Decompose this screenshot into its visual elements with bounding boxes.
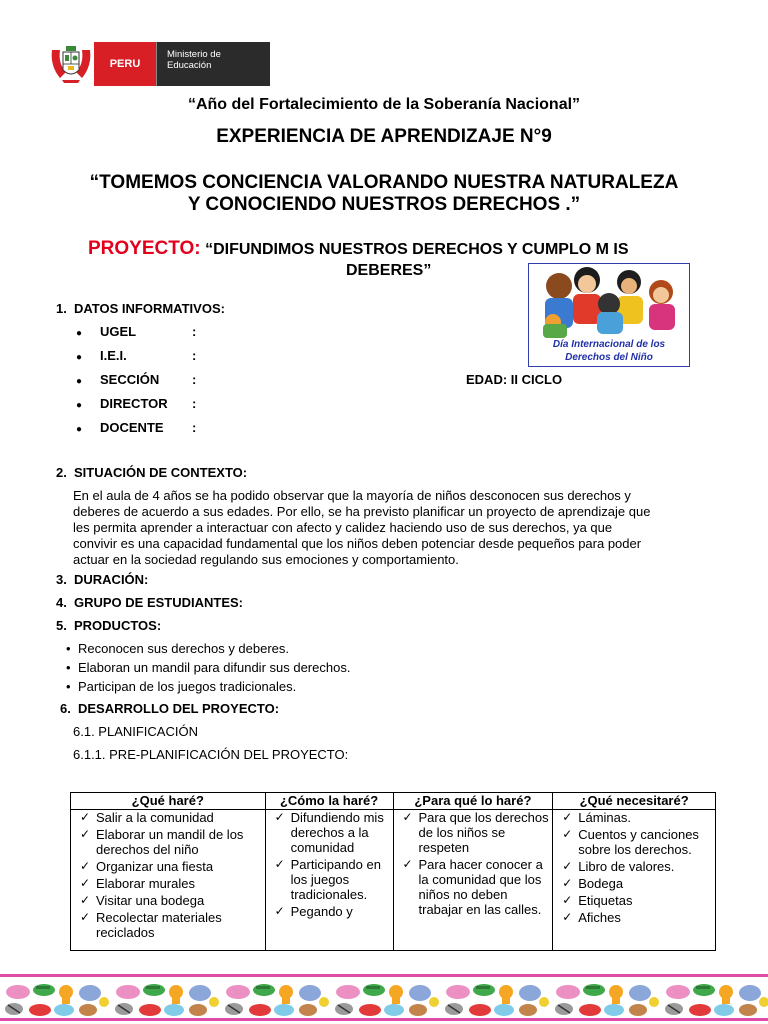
checkmark-icon: ✓ — [274, 810, 285, 824]
product-item — [66, 660, 350, 675]
table-cell-que-hare — [71, 810, 266, 951]
list-item — [74, 910, 262, 940]
bullet-icon: • — [66, 679, 71, 694]
checkmark-icon: ✓ — [402, 810, 413, 824]
item-text: Para que los derechos de los niños se respeten — [418, 810, 549, 855]
field-ugel — [76, 324, 196, 339]
section-4-title: GRUPO DE ESTUDIANTES: — [74, 595, 244, 610]
section-4-heading — [56, 595, 243, 610]
bullet-icon: ● — [76, 400, 83, 411]
section-2-title: SITUACIÓN DE CONTEXTO: — [74, 465, 248, 480]
experience-title: EXPERIENCIA DE APRENDIZAJE N°9 — [216, 126, 552, 147]
children-group-icon — [529, 264, 689, 366]
section-1-title: DATOS INFORMATIVOS: — [74, 301, 225, 316]
checkmark-icon: ✓ — [562, 859, 573, 873]
peru-coat-of-arms-icon — [48, 42, 94, 86]
list-item — [74, 876, 262, 891]
section-2-number: 2. — [56, 465, 67, 480]
section-5-heading — [56, 618, 161, 633]
section-1-number: 1. — [56, 301, 67, 316]
item-text: Participando en los juegos tradicionales. — [290, 857, 381, 902]
field-label: SECCIÓN — [100, 372, 160, 387]
table-cell-para-que — [393, 810, 553, 951]
table-header-row — [71, 793, 716, 810]
subsection-pre-planificacion: 6.1.1. PRE-PLANIFICACIÓN DEL PROYECTO: — [73, 747, 349, 762]
item-text: Recolectar materiales reciclados — [96, 910, 222, 940]
field-docente — [76, 420, 196, 435]
field-director — [76, 396, 196, 411]
project-title-line-1: “DIFUNDIMOS NUESTROS DERECHOS Y CUMPLO M IS — [205, 241, 629, 258]
table-cell-como-la-hare — [265, 810, 393, 951]
list-item — [556, 827, 712, 857]
bullet-icon: ● — [76, 376, 83, 387]
field-separator: : — [192, 324, 197, 339]
edad-label: EDAD: II CICLO — [466, 372, 563, 387]
table-cell-que-necesitare — [553, 810, 716, 951]
context-line: En el aula de 4 años se ha podido observar que la mayoría de niños desconocen sus derechos y — [73, 488, 631, 503]
product-text: Elaboran un mandil para difundir sus derechos. — [78, 660, 351, 675]
item-text: Salir a la comunidad — [96, 810, 214, 825]
checkmark-icon: ✓ — [562, 910, 573, 924]
checkmark-icon: ✓ — [274, 857, 285, 871]
field-label: I.E.I. — [100, 348, 127, 363]
item-text: Afiches — [578, 910, 621, 925]
ministry-logo — [48, 42, 270, 86]
context-line: convivir es una capacidad fundamental que los niños deben potenciar desde pequeños para poder — [73, 536, 642, 551]
section-5-title: PRODUCTOS: — [74, 618, 162, 633]
table-row — [71, 810, 716, 951]
list-item — [74, 827, 262, 857]
list-item — [269, 857, 390, 902]
bullet-icon: • — [66, 641, 71, 656]
year-title: “Año del Fortalecimiento de la Soberanía Nacional” — [187, 96, 581, 113]
list-item — [556, 859, 712, 874]
section-3-number: 3. — [56, 572, 67, 587]
checkmark-icon: ✓ — [79, 810, 91, 824]
checkmark-icon: ✓ — [562, 893, 573, 907]
item-text: Para hacer conocer a la comunidad que los niños no deben trabajar en las calles. — [418, 857, 543, 917]
section-3-title: DURACIÓN: — [74, 572, 149, 587]
context-paragraph — [73, 488, 713, 568]
list-item — [397, 810, 550, 855]
animal-border-icon — [0, 972, 768, 1024]
ministry-line-1: Ministerio de — [167, 49, 221, 60]
checkmark-icon: ✓ — [562, 810, 573, 824]
planning-table — [70, 792, 716, 951]
list-item — [556, 876, 712, 891]
field-seccion — [76, 372, 196, 387]
field-separator: : — [192, 396, 197, 411]
table-header: ¿Qué necesitaré? — [553, 793, 716, 810]
section-1-heading — [56, 301, 225, 316]
table-header: ¿Qué haré? — [71, 793, 266, 810]
childrens-rights-illustration — [528, 263, 690, 367]
list-item — [269, 904, 390, 919]
list-item — [74, 893, 262, 908]
product-item — [66, 679, 296, 694]
illustration-caption-line-1: Día Internacional de los — [552, 339, 666, 350]
section-5-number: 5. — [56, 618, 67, 633]
item-text: Pegando y — [290, 904, 353, 919]
item-text: Libro de valores. — [578, 859, 675, 874]
checkmark-icon: ✓ — [79, 827, 91, 841]
bullet-icon: • — [66, 660, 71, 675]
animal-border-decoration — [0, 972, 768, 1024]
subsection-planificacion: 6.1. PLANIFICACIÓN — [73, 724, 198, 739]
context-line: actuar en la sociedad regulando sus emociones y comportamiento. — [73, 552, 459, 567]
list-item — [556, 910, 712, 925]
item-text: Difundiendo mis derechos a la comunidad — [290, 810, 384, 855]
item-text: Organizar una fiesta — [96, 859, 214, 874]
bullet-icon: ● — [76, 424, 83, 435]
checkmark-icon: ✓ — [562, 827, 573, 841]
checkmark-icon: ✓ — [79, 910, 91, 924]
list-item — [556, 893, 712, 908]
checkmark-icon: ✓ — [79, 876, 91, 890]
project-title-line-2: DEBERES” — [346, 262, 432, 279]
context-line: les permita aprender a interactuar con afecto y calidez haciendo uso de sus derechos, ya que — [73, 520, 613, 535]
ministry-label — [156, 42, 270, 86]
peru-label: PERU — [94, 42, 156, 86]
product-item — [66, 641, 289, 656]
product-text: Participan de los juegos tradicionales. — [78, 679, 297, 694]
checkmark-icon: ✓ — [274, 904, 285, 918]
checkmark-icon: ✓ — [402, 857, 413, 871]
item-text: Cuentos y canciones sobre los derechos. — [578, 827, 699, 857]
field-iei — [76, 348, 196, 363]
main-title-line-2: Y CONOCIENDO NUESTROS DERECHOS .” — [187, 194, 581, 215]
section-6-heading — [60, 701, 279, 716]
section-2-heading — [56, 465, 247, 480]
field-label: DIRECTOR — [100, 396, 168, 411]
table-header: ¿Cómo la haré? — [265, 793, 393, 810]
field-label: UGEL — [100, 324, 137, 339]
item-text: Visitar una bodega — [96, 893, 205, 908]
field-separator: : — [192, 372, 197, 387]
item-text: Bodega — [578, 876, 624, 891]
ministry-line-2: Educación — [167, 60, 212, 71]
main-title-line-1: “TOMEMOS CONCIENCIA VALORANDO NUESTRA NATURALEZA — [89, 172, 679, 193]
list-item — [74, 859, 262, 874]
list-item — [556, 810, 712, 825]
product-text: Reconocen sus derechos y deberes. — [78, 641, 290, 656]
section-6-number: 6. — [60, 701, 71, 716]
table-header: ¿Para qué lo haré? — [393, 793, 553, 810]
bullet-icon: ● — [76, 352, 83, 363]
checkmark-icon: ✓ — [79, 893, 91, 907]
item-text: Elaborar un mandil de los derechos del niño — [96, 827, 244, 857]
context-line: deberes de acuerdo a sus edades. Por ello, se ha previsto planificar un proyecto de aprendizaje que — [73, 504, 651, 519]
field-separator: : — [192, 420, 197, 435]
section-4-number: 4. — [56, 595, 67, 610]
field-separator: : — [192, 348, 197, 363]
list-item — [397, 857, 550, 917]
item-text: Elaborar murales — [96, 876, 195, 891]
project-label: PROYECTO: — [88, 238, 201, 259]
item-text: Etiquetas — [578, 893, 633, 908]
list-item — [74, 810, 262, 825]
field-label: DOCENTE — [100, 420, 164, 435]
section-3-heading — [56, 572, 148, 587]
project-line — [88, 238, 629, 260]
illustration-caption-line-2: Derechos del Niño — [565, 352, 653, 363]
checkmark-icon: ✓ — [562, 876, 573, 890]
section-6-title: DESARROLLO DEL PROYECTO: — [78, 701, 280, 716]
bullet-icon: ● — [76, 328, 83, 339]
item-text: Láminas. — [578, 810, 631, 825]
checkmark-icon: ✓ — [79, 859, 91, 873]
list-item — [269, 810, 390, 855]
